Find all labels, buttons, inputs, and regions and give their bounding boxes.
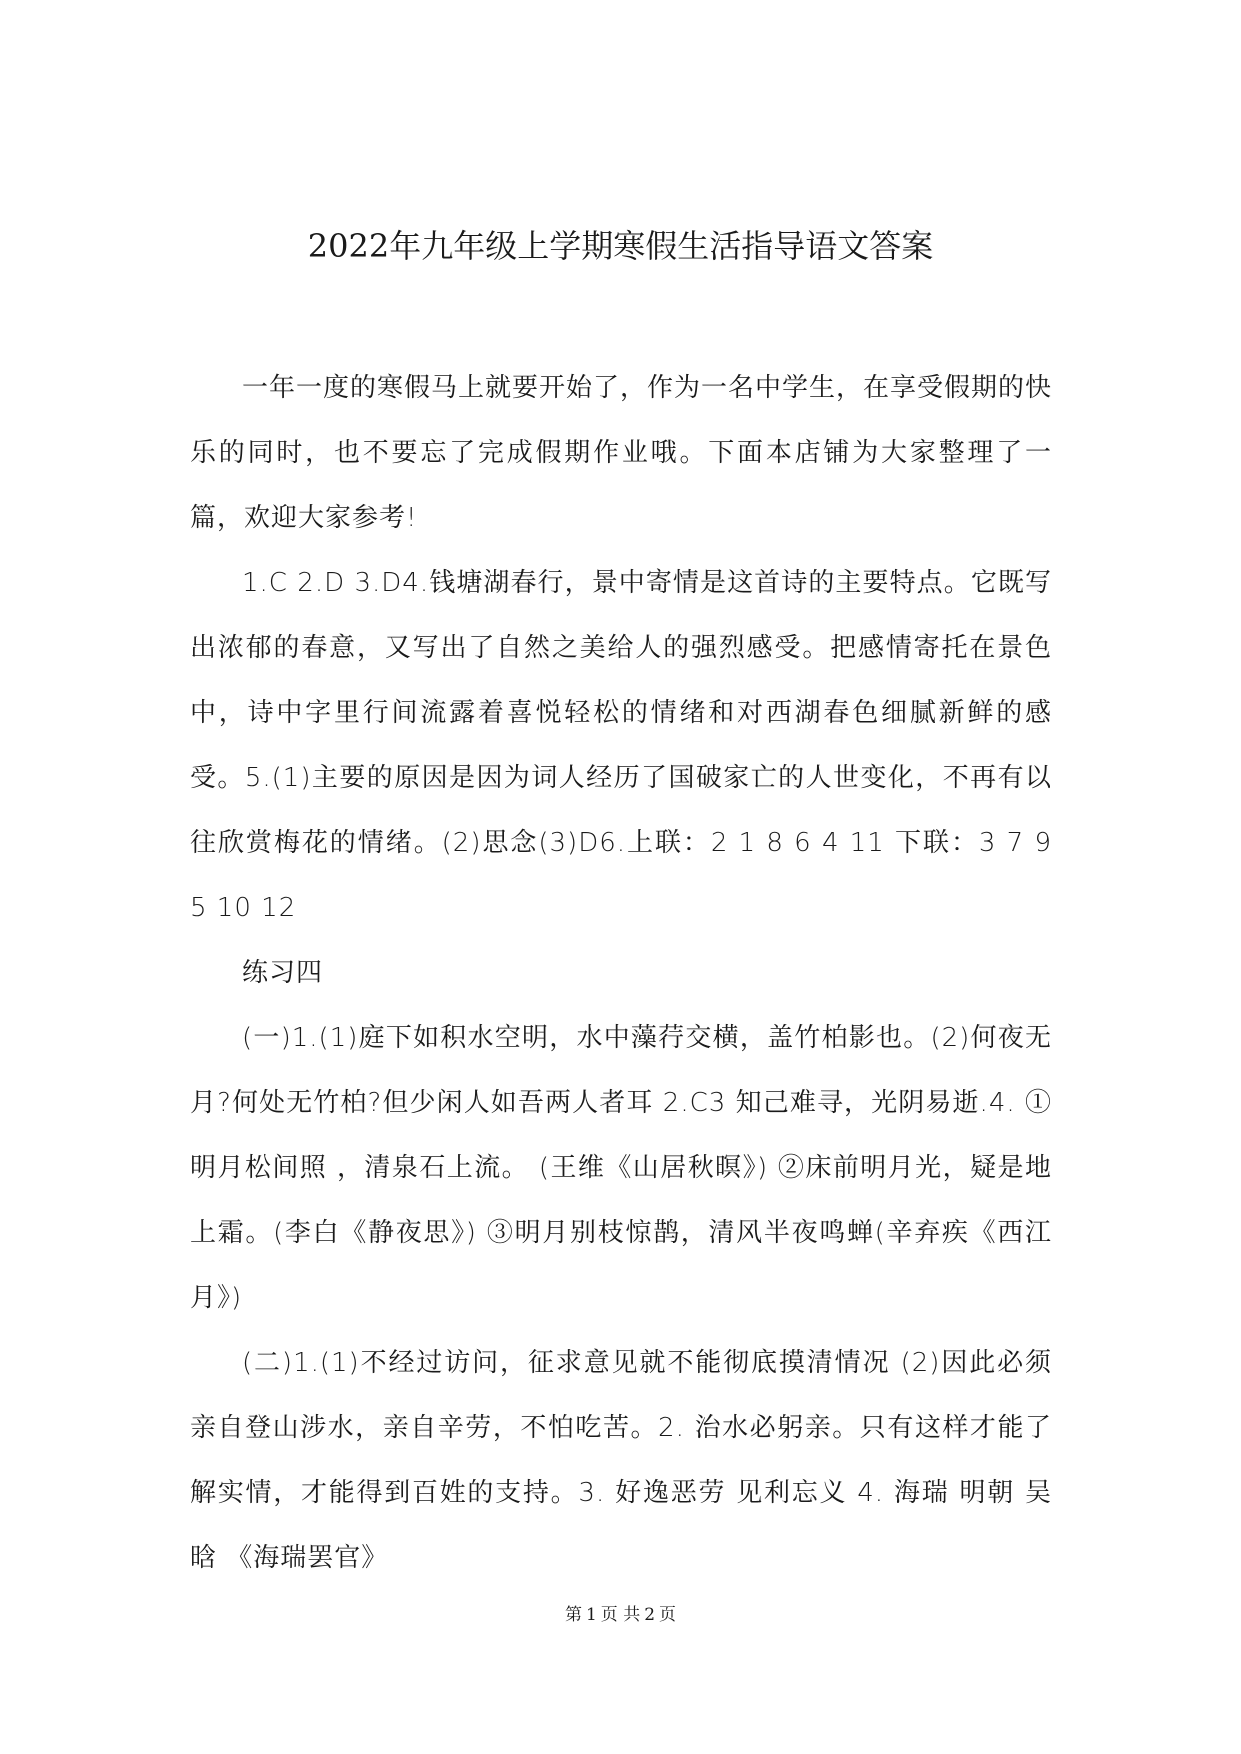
page-footer — [0, 1603, 1241, 1627]
footer-total-pages: 2 — [644, 1605, 656, 1625]
footer-current-page: 1 — [585, 1605, 597, 1625]
paragraph-intro: 一年一度的寒假马上就要开始了，作为一名中学生，在享受假期的快乐的同时，也不要忘了完成假期作业哦。下面本店铺为大家整理了一篇，欢迎大家参考! — [190, 373, 1053, 533]
footer-prefix: 第 — [564, 1605, 582, 1625]
footer-suffix: 页 — [659, 1605, 677, 1625]
footer-middle: 页 共 — [600, 1605, 641, 1625]
document-title: 2022年九年级上学期寒假生活指导语文答案 — [307, 227, 934, 265]
paragraph-answers-1: 1.C 2.D 3.D4.钱塘湖春行，景中寄情是这首诗的主要特点。它既写出浓郁的春意，又写出了自然之美给人的强烈感受。把感情寄托在景色中，诗中字里行间流露着喜悦轻松的情绪和对西湖春色细腻新鲜的感受。5.(1)主要的原因是因为词人经历了国破家亡的人世变化，不再有以往欣赏梅花的情绪。(2)思念(3)D6.上联：2 1 8 6 4 11 下联：3 7 9 5 10 12 — [190, 568, 1052, 923]
section-heading: 练习四 — [242, 958, 324, 988]
paragraph-answers-2: (一)1.(1)庭下如积水空明，水中藻荇交横，盖竹柏影也。(2)何夜无月?何处无竹柏?但少闲人如吾两人者耳 2.C3 知己难寻，光阴易逝.4. ①明月松间照 ，清泉石上流。 (王维《山居秋暝》) ②床前明月光，疑是地上霜。(李白《静夜思》) ③明月别枝惊鹊，清风半夜鸣蝉(辛弃疾《西江月》) — [190, 1023, 1052, 1313]
paragraph-answers-3: (二)1.(1)不经过访问，征求意见就不能彻底摸清情况 (2)因此必须亲自登山涉水，亲自辛劳，不怕吃苦。2. 治水必躬亲。只有这样才能了解实情，才能得到百姓的支持。3. 好逸恶劳 见利忘义 4. 海瑞 明朝 吴晗 《海瑞罢官》 — [190, 1348, 1052, 1573]
document-body — [190, 356, 1052, 1591]
